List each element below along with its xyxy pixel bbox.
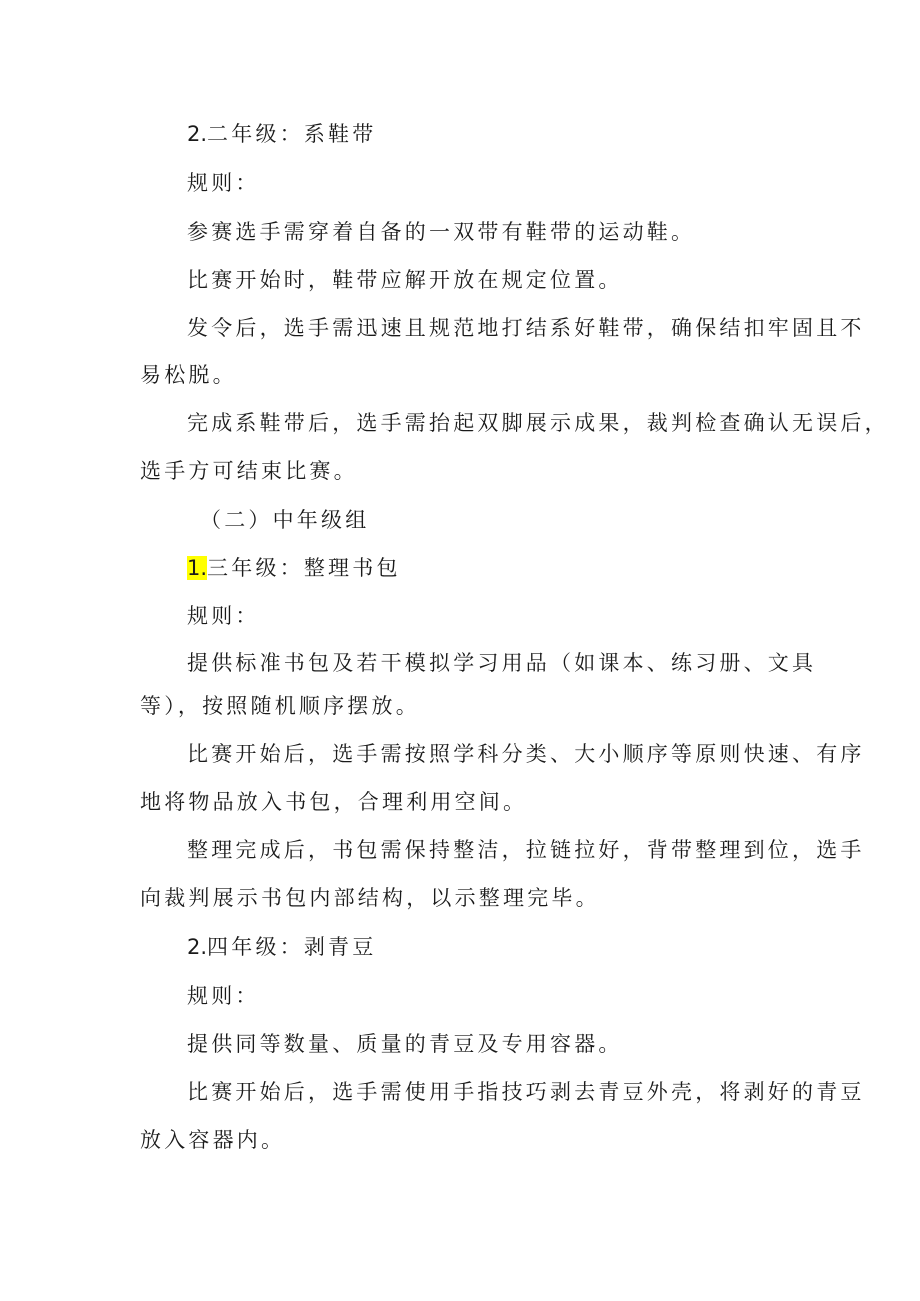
paragraph: 提供同等数量、质量的青豆及专用容器。	[187, 1032, 623, 1056]
paragraph-line: 等），按照随机顺序摆放。	[140, 694, 420, 718]
paragraph: 参赛选手需穿着自备的一双带有鞋带的运动鞋。	[187, 220, 696, 244]
section-heading-grade4	[187, 933, 376, 961]
heading-text: 二年级：系鞋带	[207, 122, 377, 146]
paragraph-line: 整理完成后，书包需保持整洁，拉链拉好，背带整理到位，选手	[187, 838, 865, 862]
group-title: （二）中年级组	[200, 508, 370, 532]
paragraph-line: 完成系鞋带后，选手需抬起双脚展示成果，裁判检查确认无误后，	[187, 411, 889, 435]
heading-number: 2.	[187, 122, 208, 146]
section-heading-grade2	[187, 120, 376, 148]
heading-number-highlighted: 1.	[187, 556, 208, 580]
rules-label: 规则：	[187, 604, 260, 628]
paragraph: 比赛开始时，鞋带应解开放在规定位置。	[187, 268, 623, 292]
section-heading-grade3	[187, 554, 401, 582]
paragraph-line: 比赛开始后，选手需按照学科分类、大小顺序等原则快速、有序	[187, 742, 865, 766]
rules-label: 规则：	[187, 171, 260, 195]
paragraph-line: 选手方可结束比赛。	[140, 459, 358, 483]
heading-text: 四年级：剥青豆	[207, 935, 377, 959]
paragraph-line: 发令后，选手需迅速且规范地打结系好鞋带，确保结扣牢固且不	[187, 316, 865, 340]
heading-text: 三年级：整理书包	[207, 556, 401, 580]
paragraph-line: 比赛开始后，选手需使用手指技巧剥去青豆外壳，将剥好的青豆	[187, 1080, 865, 1104]
rules-label: 规则：	[187, 984, 260, 1008]
paragraph-line: 放入容器内。	[140, 1128, 286, 1152]
paragraph-line: 向裁判展示书包内部结构，以示整理完毕。	[140, 886, 600, 910]
paragraph-line: 提供标准书包及若干模拟学习用品（如课本、练习册、文具	[187, 651, 817, 675]
heading-number: 2.	[187, 935, 208, 959]
paragraph-line: 地将物品放入书包，合理利用空间。	[140, 790, 528, 814]
paragraph-line: 易松脱。	[140, 363, 237, 387]
